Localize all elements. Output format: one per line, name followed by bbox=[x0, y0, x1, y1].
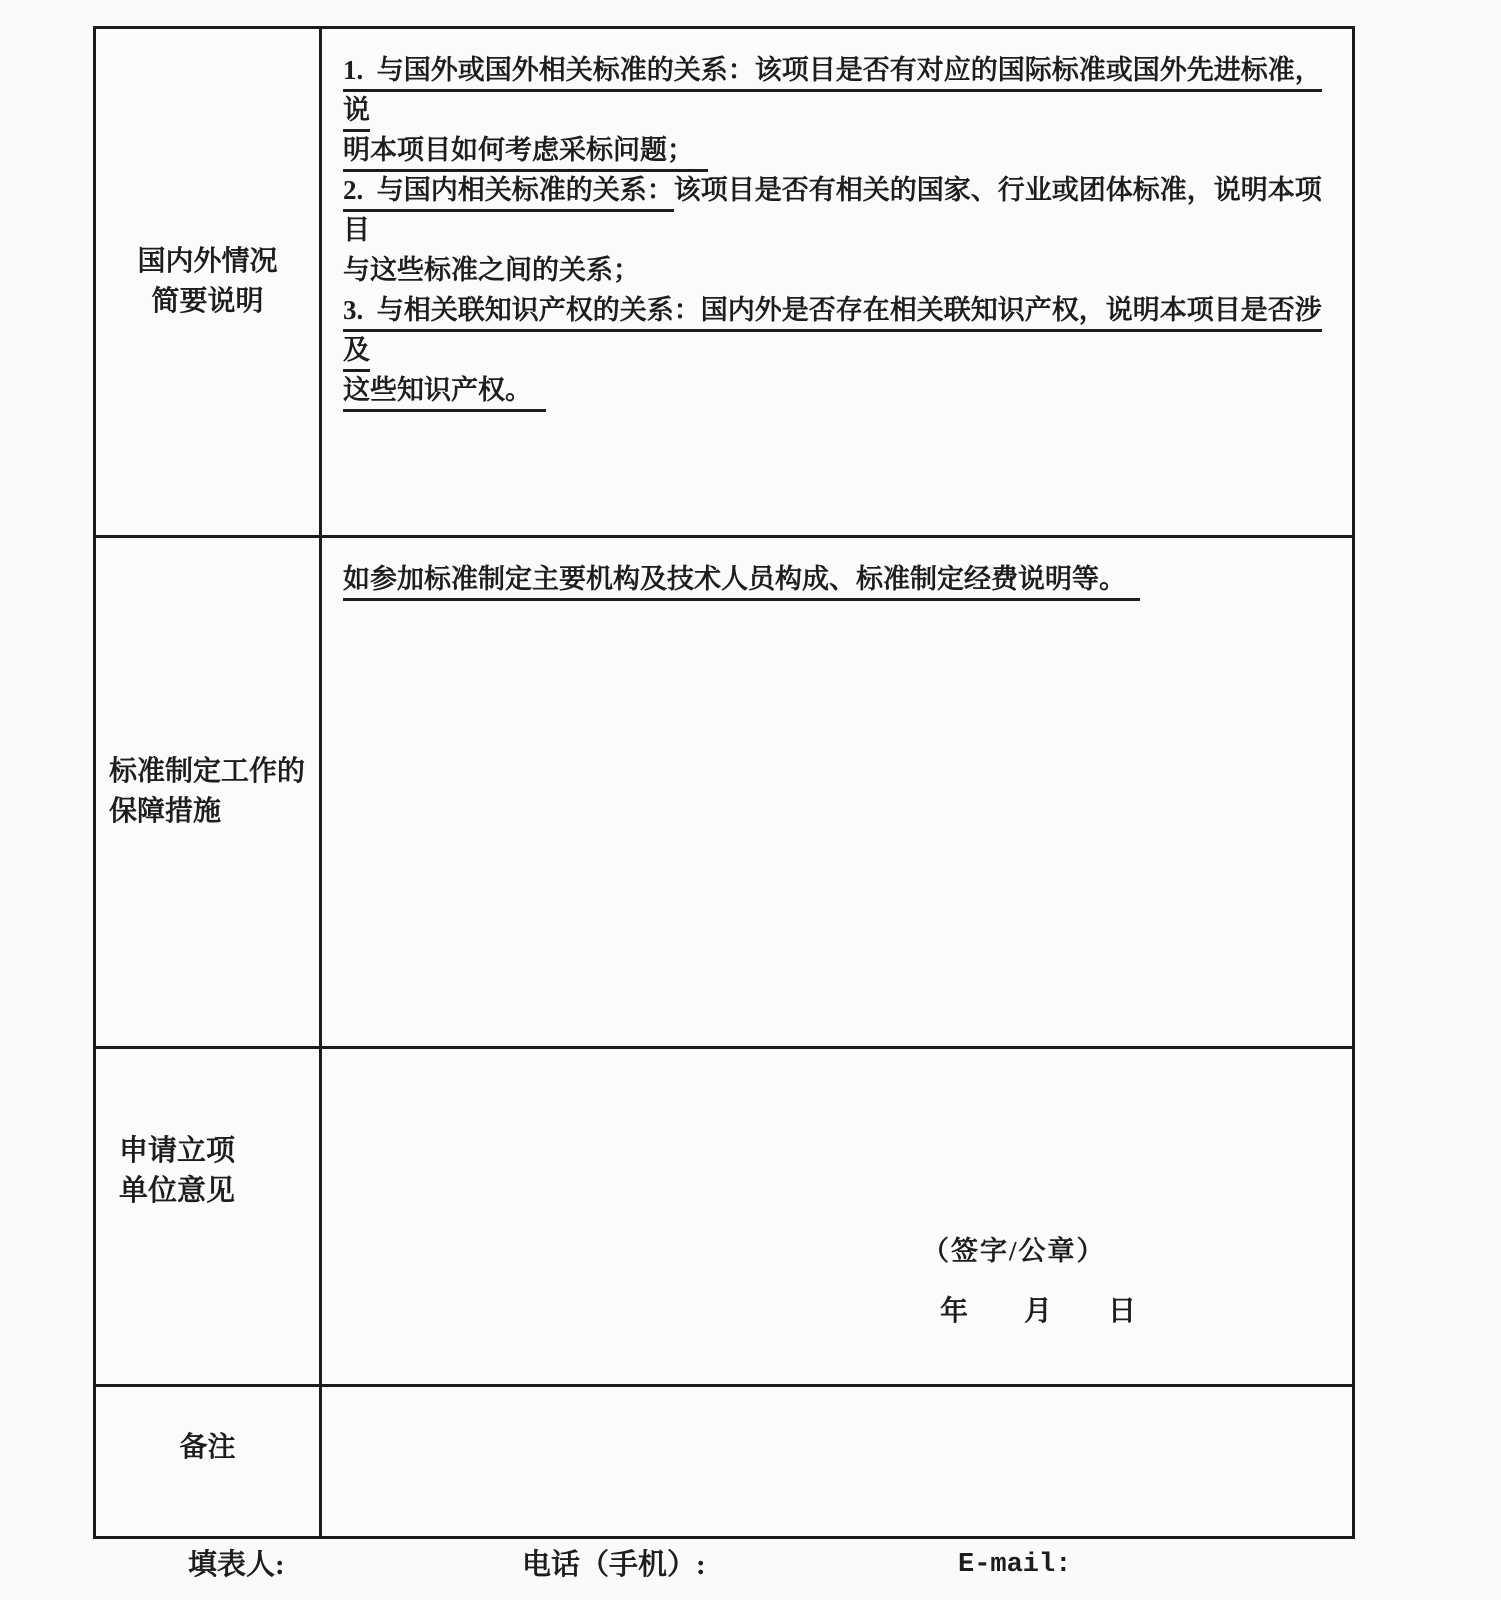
underlined-text-segment: 1. 与国外或国外相关标准的关系：该项目是否有对应的国际标准或国外先进标准，说 bbox=[343, 55, 1322, 132]
text-segment: 该项目是否有相关的国家、行业或团体标准，说明本项目 bbox=[343, 175, 1322, 245]
row-label-safeguard-measures bbox=[96, 538, 322, 1049]
label-line: 申请立项 bbox=[119, 1135, 236, 1167]
label-line: 标准制定工作的 bbox=[109, 756, 306, 787]
row-label-remarks bbox=[96, 1387, 322, 1536]
row-label-domestic-foreign-overview bbox=[96, 29, 322, 538]
text-line bbox=[343, 559, 1338, 599]
label-line: 单位意见 bbox=[119, 1175, 236, 1207]
underlined-text-segment: 如参加标准制定主要机构及技术人员构成、标准制定经费说明等。 bbox=[343, 564, 1140, 601]
cell-domestic-foreign-overview-content bbox=[322, 29, 1352, 538]
email-label: E-mail: bbox=[958, 1550, 1072, 1580]
cell-safeguard-measures-content bbox=[322, 538, 1352, 1049]
signature-seal-hint: （签字/公章） bbox=[922, 1236, 1106, 1266]
label-line: 保障措施 bbox=[109, 796, 222, 827]
label-line: 简要说明 bbox=[151, 286, 264, 317]
date-year-month-day: 年 月 日 bbox=[940, 1296, 1137, 1327]
phone-label: 电话（手机）: bbox=[522, 1549, 706, 1581]
label-line: 国内外情况 bbox=[137, 246, 278, 277]
form-footer bbox=[0, 1545, 1501, 1589]
cell-applicant-unit-opinion-content bbox=[322, 1049, 1352, 1387]
text-line bbox=[343, 130, 1338, 170]
underlined-text-segment: 这些知识产权。 bbox=[343, 375, 546, 412]
text-line bbox=[343, 290, 1338, 370]
underlined-text-segment: 3. 与相关联知识产权的关系：国内外是否存在相关联知识产权，说明本项目是否涉及 bbox=[343, 295, 1322, 372]
text-line bbox=[343, 170, 1338, 250]
underlined-text-segment: 2. 与国内相关标准的关系： bbox=[343, 175, 674, 212]
cell-remarks-content bbox=[322, 1387, 1352, 1536]
row-label-applicant-unit-opinion bbox=[96, 1049, 322, 1387]
text-line bbox=[343, 370, 1338, 410]
text-line bbox=[343, 50, 1338, 130]
application-form-table bbox=[93, 26, 1355, 1539]
text-line bbox=[343, 250, 1338, 290]
filler-name-label: 填表人: bbox=[188, 1549, 285, 1581]
text-segment: 与这些标准之间的关系； bbox=[343, 255, 640, 285]
label-line: 备注 bbox=[179, 1431, 236, 1463]
underlined-text-segment: 明本项目如何考虑采标问题； bbox=[343, 135, 708, 172]
